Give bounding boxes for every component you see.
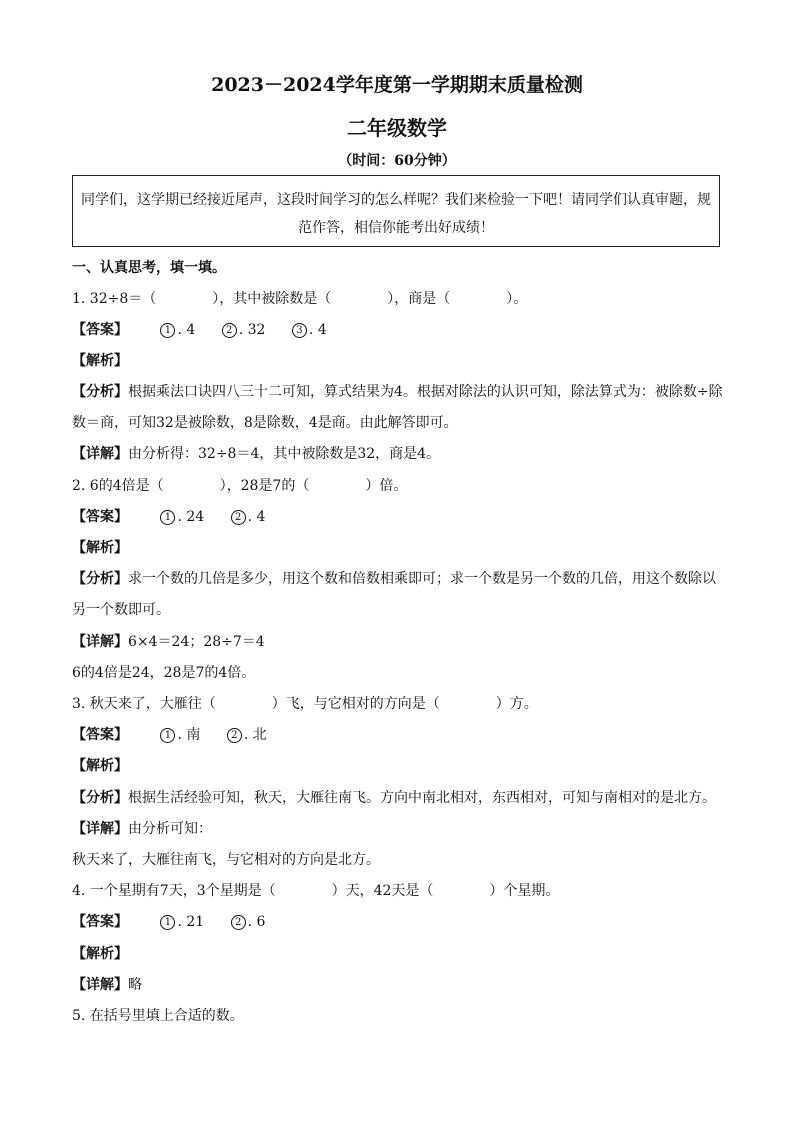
q1-answer-2: 32 [247, 322, 266, 338]
answer-label: 【答案】 [72, 322, 128, 338]
q3-detail-2: 秋天来了，大雁往南飞，与它相对的方向是北方。 [72, 852, 380, 868]
q1-analysis-line-2: 数＝商，可知32是被除数，8是除数，4是商。由此解答即可。 [72, 415, 458, 431]
q1-answer-1: 4 [186, 322, 196, 338]
q1-answer-row: 【答案】 1 . 4 2 . 32 3 . 4 [72, 319, 349, 339]
q1-analysis-line-1: 【分析】根据乘法口诀四八三十二可知，算式结果为4。根据对除法的认识可知，除法算式为：被除数÷除 [72, 384, 723, 400]
q4-detail: 【详解】略 [72, 977, 142, 993]
exam-title: 2023－2024学年度第一学期期末质量检测 [211, 74, 583, 96]
q1-analysis-label: 【解析】 [72, 353, 128, 369]
q2-answer-1: 24 [186, 509, 205, 525]
q3-analysis: 【分析】根据生活经验可知，秋天，大雁往南飞。方向中南北相对，东西相对，可知与南相对的是北方。 [72, 790, 716, 806]
q1-answer-3: 4 [317, 322, 327, 338]
q4-answer-row: 【答案】 1 . 21 2 . 6 [72, 911, 287, 931]
q3-answer-1: 南 [186, 727, 201, 743]
q2-analysis-line-1: 【分析】求一个数的几倍是多少，用这个数和倍数相乘即可；求一个数是另一个数的几倍，用这个数除以 [72, 571, 716, 587]
q5-text: 5. 在括号里填上合适的数。 [72, 1008, 244, 1024]
answer-label: 【答案】 [72, 727, 128, 743]
q3-analysis-label: 【解析】 [72, 758, 128, 774]
answer-label: 【答案】 [72, 509, 128, 525]
q4-answer-1: 21 [186, 914, 205, 930]
q3-answer-row: 【答案】 1 . 南 2 . 北 [72, 724, 289, 744]
q2-answer-2: 4 [256, 509, 266, 525]
q2-analysis-line-2: 另一个数即可。 [72, 602, 170, 618]
q3-answer-2: 北 [252, 727, 267, 743]
q4-text: 4. 一个星期有7天，3个星期是（ ）天，42天是（ ）个星期。 [72, 883, 560, 899]
q1-text: 1. 32÷8＝（ ），其中被除数是（ ），商是（ ）。 [72, 291, 528, 307]
answer-label: 【答案】 [72, 914, 128, 930]
exam-subject: 二年级数学 [347, 116, 447, 140]
q2-analysis-label: 【解析】 [72, 540, 128, 556]
intro-line-1: 同学们，这学期已经接近尾声，这段时间学习的怎么样呢？我们来检验一下吧！请同学们认真审题，规 [81, 192, 711, 208]
section-heading: 一、认真思考，填一填。 [72, 260, 226, 276]
q2-answer-row: 【答案】 1 . 24 2 . 4 [72, 506, 287, 526]
q3-text: 3. 秋天来了，大雁往（ ）飞，与它相对的方向是（ ）方。 [72, 696, 538, 712]
intro-line-2: 范作答，相信你能考出好成绩！ [298, 220, 494, 236]
q4-analysis-label: 【解析】 [72, 946, 128, 962]
q1-detail: 【详解】由分析得：32÷8＝4，其中被除数是32，商是4。 [72, 446, 441, 462]
q2-detail: 【详解】6×4＝24；28÷7＝4 [72, 634, 265, 650]
q4-answer-2: 6 [256, 914, 266, 930]
q3-detail: 【详解】由分析可知： [72, 821, 212, 837]
q2-text: 2. 6的4倍是（ ），28是7的（ ）倍。 [72, 478, 408, 494]
q2-detail-2: 6的4倍是24，28是7的4倍。 [72, 665, 256, 681]
intro-box [72, 175, 720, 247]
exam-time: （时间：60分钟） [338, 153, 456, 169]
